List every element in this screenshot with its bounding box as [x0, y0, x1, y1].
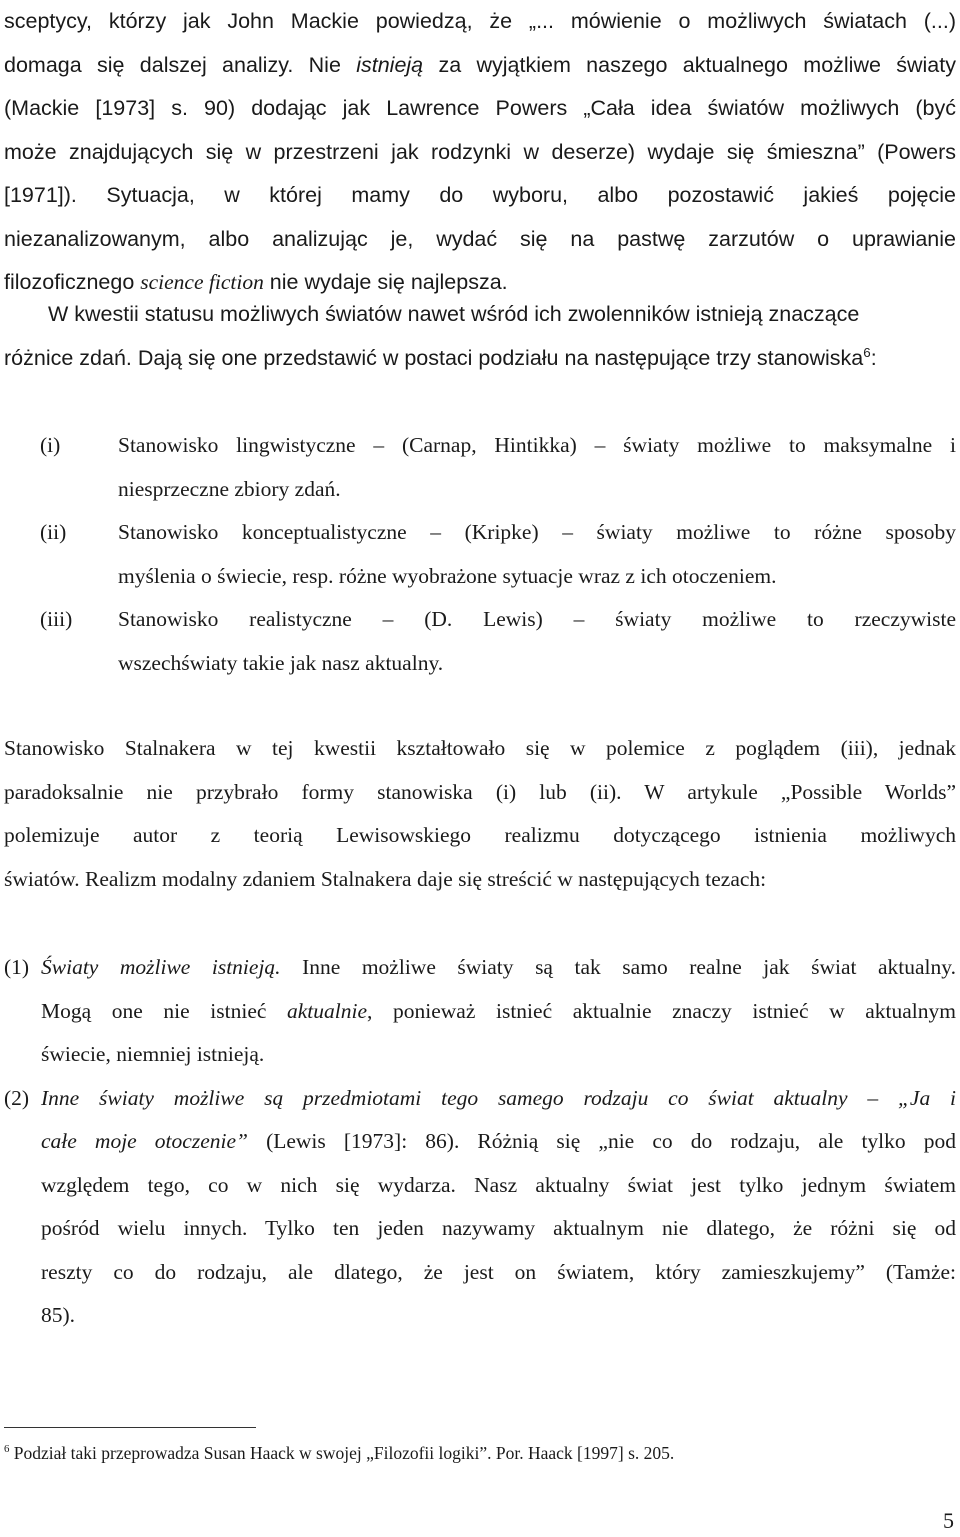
list-item [4, 598, 956, 685]
item-number: (iii) [40, 607, 73, 631]
text-span: Mogą one nie istnieć [41, 998, 288, 1023]
text-line: światów. Realizm modalny zdaniem Stalnakera daje się streścić w następujących tezach: [4, 866, 767, 891]
text-span: , ponieważ istnieć aktualnie znaczy istnieć w aktualnym [367, 998, 957, 1023]
emphasis-text: całe moje otoczenie” [41, 1129, 248, 1153]
text-span: za wyjątkiem naszego aktualnego możliwe światy [423, 52, 956, 77]
paragraph-2 [4, 293, 956, 380]
text-span: : [870, 345, 877, 370]
item-number: (i) [40, 433, 61, 457]
text-line: Stanowisko konceptualistyczne – (Kripke) – światy możliwe to różne sposoby [118, 520, 956, 544]
text-line: 85). [41, 1303, 76, 1327]
text-line: świecie, niemniej istnieją. [41, 1042, 265, 1066]
text-line [41, 1077, 956, 1121]
text-line [41, 990, 956, 1034]
text-span: nie wydaje się najlepsza. [263, 270, 508, 294]
page-number: 5 [943, 1508, 954, 1533]
text-line: niesprzeczne zbiory zdań. [118, 476, 341, 501]
text-span: domaga się dalszej analizy. Nie [4, 52, 357, 77]
text-line [4, 337, 956, 381]
emphasis-text: science fiction [140, 270, 264, 294]
footnote-marker: 6 [4, 1443, 10, 1456]
text-line: pośród wielu innych. Tylko ten jeden nazywamy aktualnym nie dlatego, że różni się od [41, 1216, 956, 1240]
list-item [4, 946, 956, 1077]
text-line: (Mackie [1973] s. 90) dodając jak Lawrence Powers „Cała idea światów możliwych (być [4, 96, 956, 120]
list-item [4, 1077, 956, 1338]
text-line: wszechświaty takie jak nasz aktualny. [118, 650, 444, 675]
text-span: różnice zdań. Dają się one przedstawić w postaci podziału na następujące trzy stanowiska [4, 345, 864, 370]
text-line: Stanowisko lingwistyczne – (Carnap, Hintikka) – światy możliwe to maksymalne i [118, 433, 956, 457]
text-line: sceptycy, którzy jak John Mackie powiedzą, że „... mówienie o możliwych światach (...) [4, 9, 956, 33]
text-line: paradoksalnie nie przybrało formy stanowiska (i) lub (ii). W artykule „Possible Worlds” [4, 779, 956, 804]
item-number: (2) [4, 1085, 30, 1110]
item-number: (ii) [40, 520, 67, 544]
paragraph-1 [4, 0, 956, 305]
emphasis-text: istnieją [356, 52, 424, 77]
text-line: myślenia o świecie, resp. różne wyobrażone sytuacje wraz z ich otoczeniem. [118, 563, 777, 588]
text-line [41, 1120, 956, 1164]
text-line: może znajdujących się w przestrzeni jak rodzynki w deserze) wydaje się śmieszna” (Powers [4, 139, 956, 164]
footnote-ref[interactable]: 6 [863, 344, 871, 360]
paragraph-3 [4, 727, 956, 901]
text-span: (Lewis [1973]: 86). Różnią się „nie co do rodzaju, ale tylko pod [247, 1129, 956, 1153]
footnote [4, 1439, 674, 1467]
text-line: Stanowisko realistyczne – (D. Lewis) – światy możliwe to rzeczywiste [118, 607, 956, 631]
emphasis-text: Inne światy możliwe są przedmiotami tego samego rodzaju co świat aktualny – „Ja i [41, 1085, 956, 1110]
text-span: Inne możliwe światy są tak samo realne jak świat aktualny. [280, 955, 956, 979]
emphasis-text: Światy możliwe istnieją. [41, 955, 281, 979]
text-span: filozoficznego [4, 270, 141, 294]
positions-list [4, 424, 956, 685]
list-item [4, 424, 956, 511]
text-line [4, 44, 956, 88]
list-item [4, 511, 956, 598]
footnote-divider [4, 1427, 256, 1428]
item-number: (1) [4, 955, 30, 979]
text-line: względem tego, co w nich się wydarza. Nasz aktualny świat jest tylko jednym światem [41, 1172, 956, 1197]
text-line: Stanowisko Stalnakera w tej kwestii kształtowało się w polemice z poglądem (iii), jednak [4, 736, 956, 760]
text-line: reszty co do rodzaju, ale dlatego, że jest on światem, który zamieszkujemy” (Tamże: [41, 1259, 956, 1284]
text-line: [1971]). Sytuacja, w której mamy do wyboru, albo pozostawić jakieś pojęcie [4, 183, 956, 207]
text-line: polemizuje autor z teorią Lewisowskiego realizmu dotyczącego istnienia możliwych [4, 823, 956, 847]
theses-list [4, 946, 956, 1338]
emphasis-text: aktualnie [287, 998, 368, 1023]
footnote-text: Podział taki przeprowadza Susan Haack w swojej „Filozofii logiki”. Por. Haack [1997] s. 205. [9, 1443, 675, 1463]
text-line: W kwestii statusu możliwych światów nawet wśród ich zwolenników istnieją znaczące [48, 302, 860, 326]
text-line: niezanalizowanym, albo analizując je, wydać się na pastwę zarzutów o uprawianie [4, 226, 956, 251]
text-line [41, 946, 956, 990]
